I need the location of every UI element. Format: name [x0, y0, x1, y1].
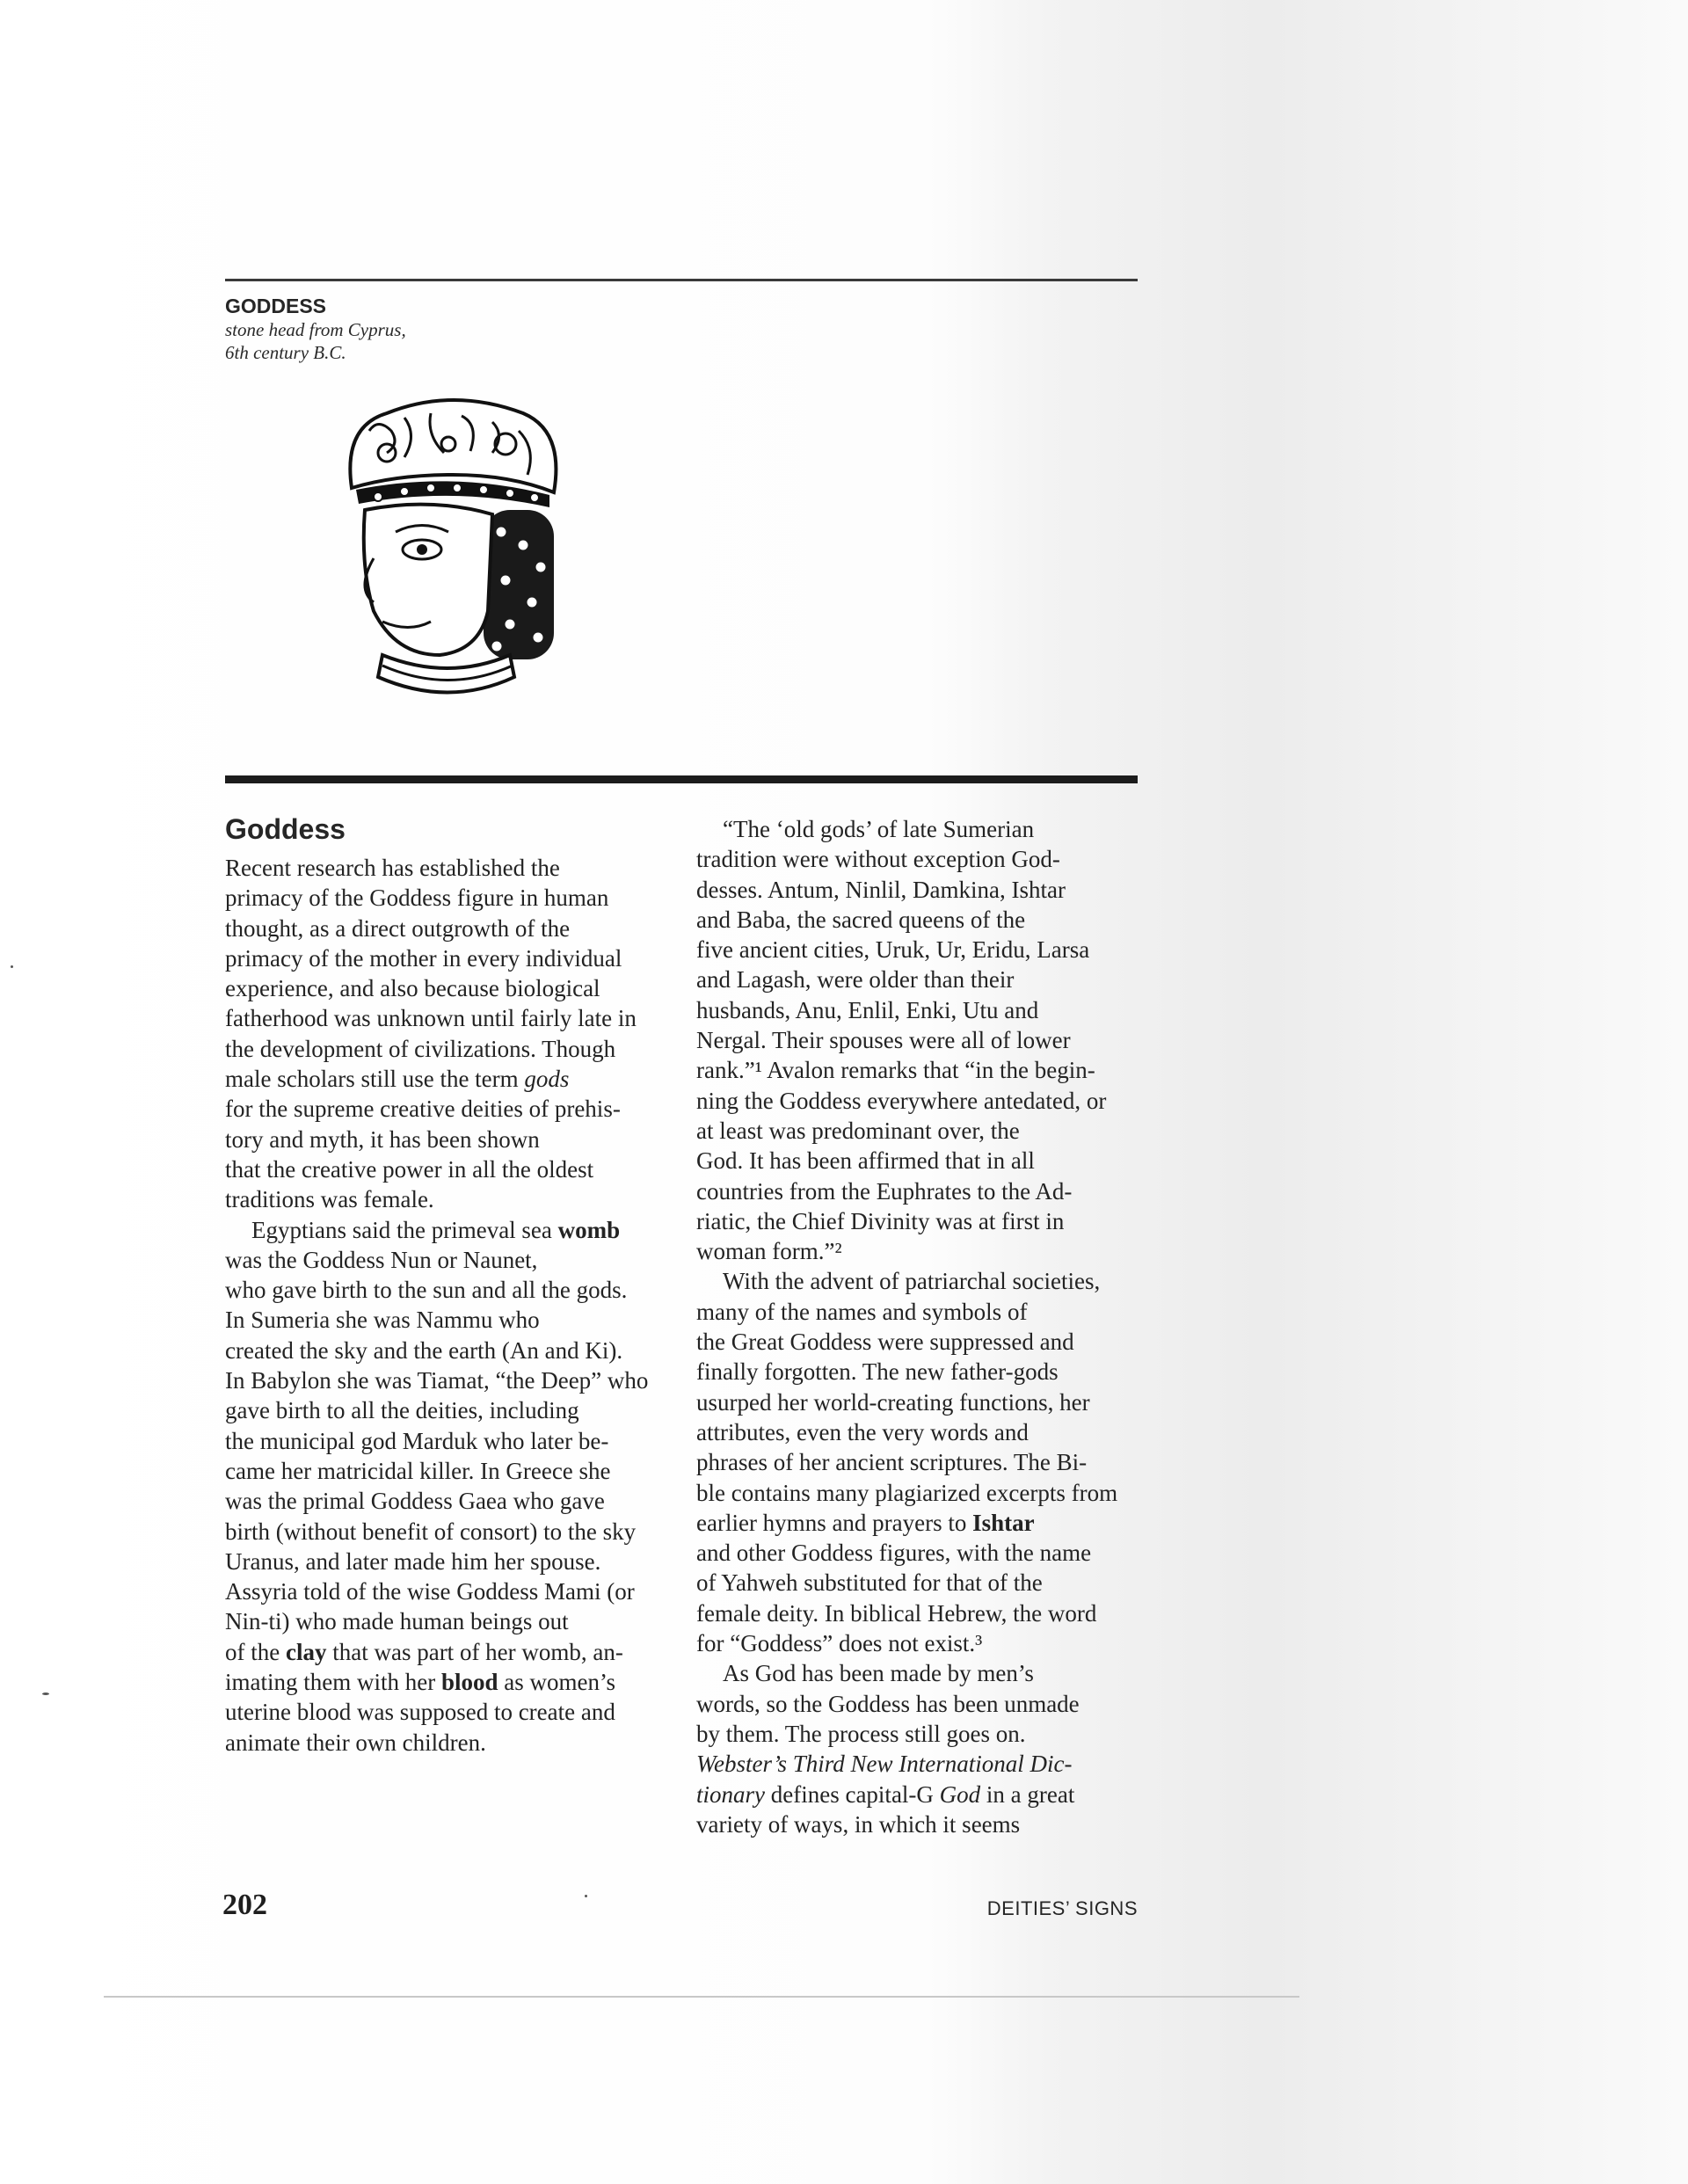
- text-line: gave birth to all the deities, including: [225, 1397, 579, 1424]
- text-line: finally forgotten. The new father-gods: [696, 1358, 1059, 1386]
- text-line: [225, 1667, 648, 1697]
- text-line: was the Goddess Nun or Naunet,: [225, 1246, 538, 1273]
- text-segment: imating them with her: [225, 1669, 441, 1696]
- text-line: the municipal god Marduk who later be-: [225, 1427, 609, 1454]
- caption-title: GODDESS: [225, 295, 327, 317]
- section-rule: [225, 775, 1138, 783]
- text-line: and other Goddess figures, with the name: [696, 1540, 1092, 1567]
- text-segment: “The ‘old gods’ of late Sumerian: [723, 816, 1035, 842]
- text-line: [696, 1749, 1117, 1779]
- figure-caption: [225, 294, 406, 364]
- text-line: woman form.”²: [696, 1238, 842, 1265]
- text-line: usurped her world-creating functions, her: [696, 1388, 1090, 1416]
- text-line: countries from the Euphrates to the Ad-: [696, 1177, 1073, 1205]
- text-segment: in a great: [980, 1780, 1075, 1808]
- italic-term: God: [939, 1780, 981, 1808]
- right-column-text: [696, 814, 1117, 1839]
- text-line: was the primal Goddess Gaea who gave: [225, 1488, 605, 1515]
- text-line: and Baba, the sacred queens of the: [696, 906, 1026, 933]
- text-line: [696, 814, 1117, 844]
- text-line: at least was predominant over, the: [696, 1117, 1020, 1144]
- text-line: that the creative power in all the oldest: [225, 1155, 594, 1183]
- text-line: riatic, the Chief Divinity was at first in: [696, 1207, 1065, 1234]
- text-segment: as women’s: [498, 1669, 615, 1696]
- text-line: primacy of the mother in every individual: [225, 944, 622, 972]
- text-line: In Sumeria she was Nammu who: [225, 1307, 540, 1334]
- text-line: birth (without benefit of consort) to the sky: [225, 1518, 637, 1545]
- text-line: phrases of her ancient scriptures. The Bi-: [696, 1449, 1088, 1476]
- text-line: ble contains many plagiarized excerpts from: [696, 1479, 1118, 1506]
- text-line: and Lagash, were older than their: [696, 966, 1015, 994]
- text-line: for the supreme creative deities of prehis-: [225, 1096, 621, 1123]
- text-segment: earlier hymns and prayers to: [696, 1509, 973, 1536]
- text-line: uterine blood was supposed to create and: [225, 1699, 615, 1726]
- text-line: the Great Goddess were suppressed and: [696, 1329, 1074, 1356]
- bleed-through-text: [501, 290, 506, 309]
- text-line: rank.”¹ Avalon remarks that “in the begin-: [696, 1057, 1095, 1084]
- text-line: God. It has been affirmed that in all: [696, 1147, 1035, 1175]
- text-line: fatherhood was unknown until fairly late in: [225, 1005, 637, 1032]
- text-segment: that was part of her womb, an-: [326, 1638, 623, 1665]
- text-line: of Yahweh substituted for that of the: [696, 1569, 1043, 1597]
- text-line: Uranus, and later made him her spouse.: [225, 1547, 601, 1575]
- text-line: experience, and also because biological: [225, 975, 600, 1002]
- text-line: primacy of the Goddess figure in human: [225, 885, 609, 912]
- text-line: In Babylon she was Tiamat, “the Deep” who: [225, 1367, 649, 1394]
- text-line: words, so the Goddess has been unmade: [696, 1690, 1080, 1717]
- text-line: traditions was female.: [225, 1186, 434, 1213]
- italic-term: gods: [524, 1066, 570, 1093]
- text-line: [696, 1658, 1117, 1688]
- text-line: [696, 1780, 1117, 1809]
- text-line: animate their own children.: [225, 1729, 486, 1756]
- italic-term: tionary: [696, 1780, 765, 1808]
- caption-line: stone head from Cyprus,: [225, 319, 406, 340]
- italic-term: Webster’s Third New International Dic-: [696, 1751, 1073, 1778]
- text-line: [225, 1064, 648, 1094]
- text-segment: of the: [225, 1638, 286, 1665]
- text-segment: With the advent of patriarchal societies,: [723, 1268, 1101, 1295]
- text-line: Assyria told of the wise Goddess Mami (or: [225, 1578, 635, 1605]
- scan-speck: [42, 1693, 49, 1695]
- text-line: five ancient cities, Uruk, Ur, Eridu, Larsa: [696, 936, 1090, 964]
- text-line: ning the Goddess everywhere antedated, or: [696, 1087, 1107, 1114]
- goddess-stone-head-illustration: [334, 391, 571, 708]
- text-line: Recent research has established the: [225, 855, 560, 881]
- text-line: thought, as a direct outgrowth of the: [225, 914, 571, 942]
- left-column-text: [225, 853, 648, 1758]
- text-line: by them. The process still goes on.: [696, 1720, 1026, 1747]
- text-line: husbands, Anu, Enlil, Enki, Utu and: [696, 996, 1039, 1023]
- text-line: many of the names and symbols of: [696, 1298, 1028, 1325]
- bold-term: womb: [557, 1216, 621, 1243]
- text-line: who gave birth to the sun and all the gods.: [225, 1277, 628, 1304]
- text-line: Nergal. Their spouses were all of lower: [696, 1027, 1071, 1054]
- running-head: DEITIES’ SIGNS: [986, 1897, 1138, 1919]
- text-line: [225, 1637, 648, 1667]
- text-segment: male scholars still use the term: [225, 1066, 525, 1093]
- caption-line: 6th century B.C.: [225, 342, 346, 363]
- bold-term: clay: [285, 1638, 327, 1665]
- scan-speck: [585, 1895, 587, 1897]
- page-number: 202: [222, 1889, 267, 1921]
- text-line: variety of ways, in which it seems: [696, 1810, 1021, 1838]
- text-line: [696, 1508, 1117, 1538]
- top-rule: [225, 279, 1138, 281]
- text-line: desses. Antum, Ninlil, Damkina, Ishtar: [696, 876, 1066, 903]
- text-line: for “Goddess” does not exist.³: [696, 1630, 983, 1657]
- bold-term: blood: [440, 1669, 498, 1696]
- text-segment: Egyptians said the primeval sea: [251, 1216, 558, 1243]
- text-line: created the sky and the earth (An and Ki).: [225, 1336, 623, 1364]
- text-line: tradition were without exception God-: [696, 846, 1060, 873]
- text-segment: defines capital-G: [765, 1780, 940, 1808]
- text-line: [225, 1215, 648, 1245]
- text-line: female deity. In biblical Hebrew, the word: [696, 1599, 1097, 1627]
- text-line: tory and myth, it has been shown: [225, 1125, 540, 1153]
- text-segment: As God has been made by men’s: [723, 1660, 1034, 1687]
- text-line: [696, 1266, 1117, 1296]
- scan-edge-line: [104, 1996, 1299, 1998]
- text-line: attributes, even the very words and: [696, 1418, 1029, 1445]
- scan-speck: [11, 965, 13, 968]
- bold-term: Ishtar: [972, 1509, 1035, 1536]
- text-line: the development of civilizations. Though: [225, 1035, 616, 1062]
- text-line: came her matricidal killer. In Greece she: [225, 1457, 611, 1484]
- entry-heading: Goddess: [225, 813, 346, 845]
- text-line: Nin-ti) who made human beings out: [225, 1608, 569, 1635]
